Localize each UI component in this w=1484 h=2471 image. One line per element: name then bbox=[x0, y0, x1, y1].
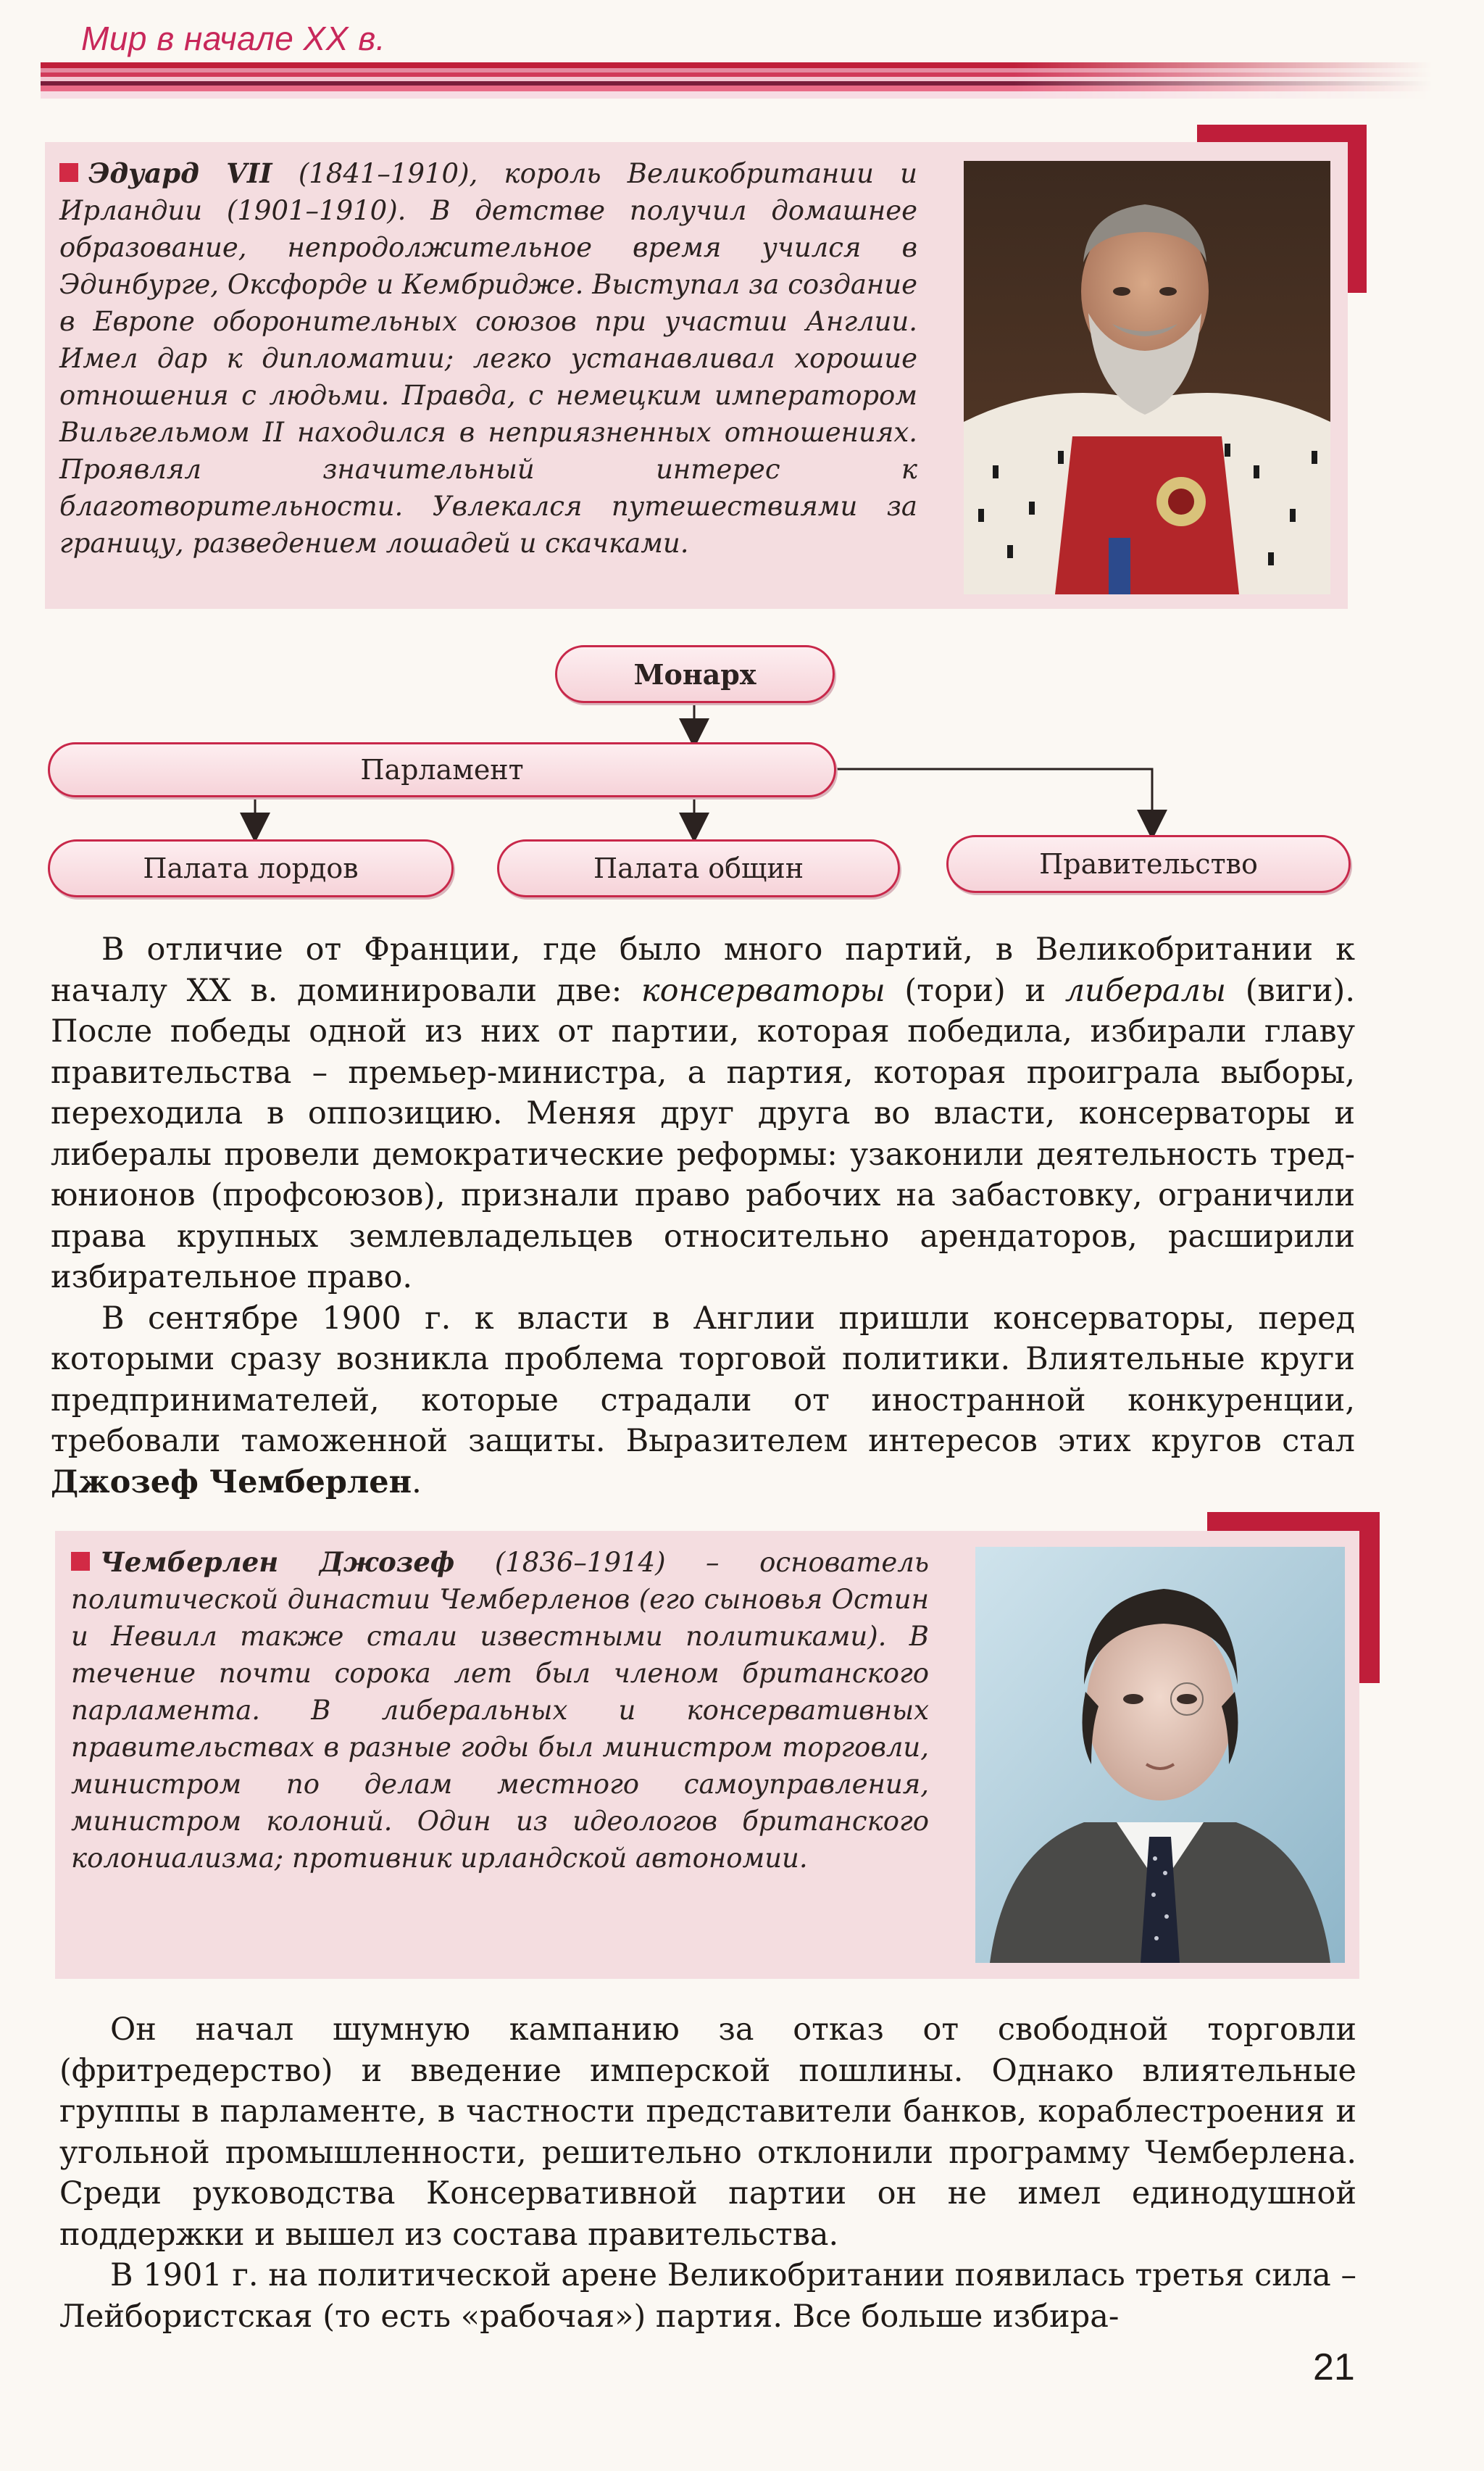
bio-body-edward: (1841–1910), король Великобритании и Ирландии (1901–1910). В детстве получил домашнее образование, непродолжительное время учился в Эдинбурге, Оксфорде и Кембридже. Выступал за создание в Европе оборонительных союзов при участии Англии. Имел дар к дипломатии; легко устанавливал хорошие отношения с людьми. Правда, с немецким императором Вильгельмом II находился в неприязненных отношениях. Проявлял значительный интерес к благотворительности. Увлекался путешествиями за границу, разведением лошадей и скачками. bbox=[59, 158, 917, 559]
body-text-1 bbox=[51, 929, 1355, 1503]
body-text-2 bbox=[59, 2009, 1356, 2337]
diagram-node-monarch: Монарх bbox=[555, 645, 835, 703]
diagram-node-parliament: Парламент bbox=[48, 742, 836, 797]
term-conservatives: консерваторы bbox=[641, 972, 885, 1009]
diagram-node-commons: Палата общин bbox=[497, 839, 900, 897]
term-liberals: либералы bbox=[1064, 972, 1227, 1009]
bullet-square-icon bbox=[71, 1552, 90, 1571]
diagram-node-lords: Палата лордов bbox=[48, 839, 454, 897]
bio-name-chamberlain: Чемберлен Джозеф bbox=[100, 1546, 455, 1578]
name-chamberlain: Джозеф Чемберлен bbox=[51, 1463, 412, 1500]
paragraph-1900: В сентябре 1900 г. к власти в Англии пришли консерваторы, перед которыми сразу возникла проблема торговой политики. Влиятельные круги предпринимателей, которые страдали от иностранной конкуренции, требовали таможенной защиты. Выразителем интересов этих кругов стал Джозеф Чемберлен. bbox=[51, 1300, 1355, 1500]
paragraph-campaign: Он начал шумную кампанию за отказ от свободной торговли (фритредерство) и введение имперской пошлины. Однако влиятельные группы в парламенте, в частности представители банков, кораблестроения и угольной промышленности, решительно отклонили программу Чемберлена. Среди руководства Консервативной партии он не имел единодушной поддержки и вышел из состава правительства. bbox=[59, 2011, 1356, 2253]
paragraph-labour: В 1901 г. на политической арене Великобритании появилась третья сила – Лейбористская (то есть «рабочая») партия. Все больше избира- bbox=[59, 2257, 1356, 2335]
page-number: 21 bbox=[1313, 2346, 1355, 2388]
paragraph-parties: В отличие от Франции, где было много партий, в Великобритании к началу XX в. доминировали две: консерваторы (тори) и либералы (виги). После победы одной из них от партии, которая победила, избирали главу правительства – премьер-министра, а партия, которая проиграла выборы, переходила в оппозицию. Меняя друг друга во власти, консерваторы и либералы провели демократические реформы: узаконили деятельность тред-юнионов (профсоюзов), признали право рабочих на забастовку, ограничили права крупных землевладельцев относительно арендаторов, расширили избирательное право. bbox=[51, 931, 1355, 1295]
bio-name-edward: Эдуард VII bbox=[88, 157, 272, 189]
diagram-node-government: Правительство bbox=[946, 835, 1351, 893]
portrait-chamberlain-image bbox=[975, 1547, 1345, 1963]
bio-body-chamberlain: (1836–1914) – основатель политической династии Чемберленов (его сыновья Остин и Невилл также стали известными политиками). В течение почти сорока лет был членом британского парламента. В либеральных и консервативных правительствах в разные годы был министром торговли, министром по делам местного самоуправления, министром колоний. Один из идеологов британского колониализма; противник ирландской автономии. bbox=[71, 1547, 929, 1874]
bio-text-chamberlain bbox=[71, 1544, 929, 1877]
running-title: Мир в начале XX в. bbox=[81, 20, 385, 57]
portrait-chamberlain bbox=[975, 1547, 1345, 1963]
